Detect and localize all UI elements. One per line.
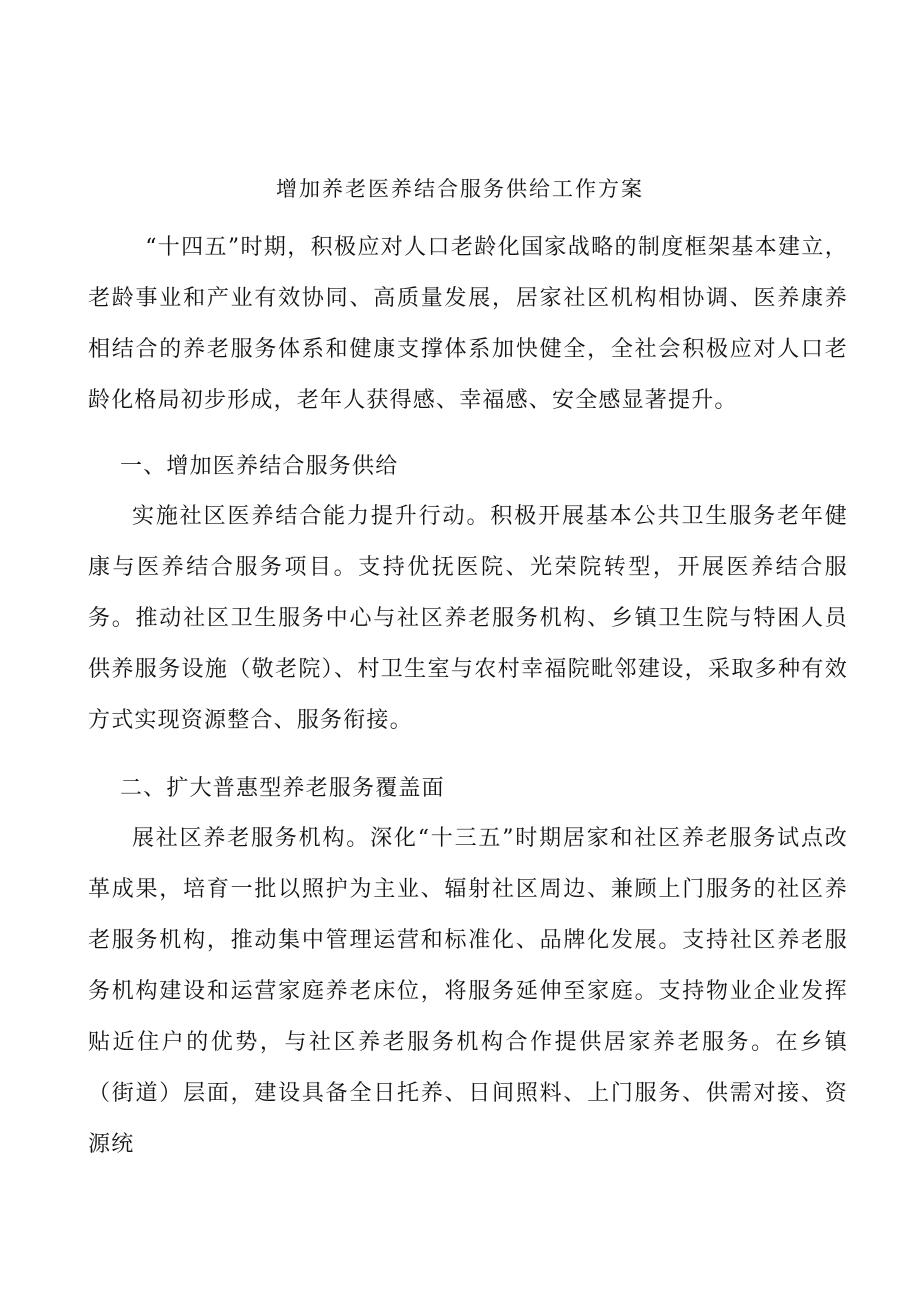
- section-body-2: 展社区养老服务机构。深化“十三五”时期居家和社区养老服务试点改革成果，培育一批以照护为主业、辐射社区周边、兼顾上门服务的社区养老服务机构，推动集中管理运营和标准化、品牌化发展。支持社区养老服务机构建设和运营家庭养老床位，将服务延伸至家庭。支持物业企业发挥贴近住户的优势，与社区养老服务机构合作提供居家养老服务。在乡镇（街道）层面，建设具备全日托养、日间照料、上门服务、供需对接、资源统: [88, 826, 848, 1157]
- section-heading-2: 二、扩大普惠型养老服务覆盖面: [120, 776, 445, 801]
- document-title: 增加养老医养结合服务供给工作方案: [276, 177, 644, 201]
- intro-paragraph: “十四五”时期，积极应对人口老龄化国家战略的制度框架基本建立，老龄事业和产业有效协同、高质量发展，居家社区机构相协调、医养康养相结合的养老服务体系和健康支撑体系加快健全，全社会积极应对人口老龄化格局初步形成，老年人获得感、幸福感、安全感显著提升。: [88, 235, 848, 413]
- section-body-1: 实施社区医养结合能力提升行动。积极开展基本公共卫生服务老年健康与医养结合服务项目。支持优抚医院、光荣院转型，开展医养结合服务。推动社区卫生服务中心与社区养老服务机构、乡镇卫生院与特困人员供养服务设施（敬老院）、村卫生室与农村幸福院毗邻建设，采取多种有效方式实现资源整合、服务衔接。: [88, 504, 848, 733]
- section-heading-1: 一、增加医养结合服务供给: [120, 454, 399, 479]
